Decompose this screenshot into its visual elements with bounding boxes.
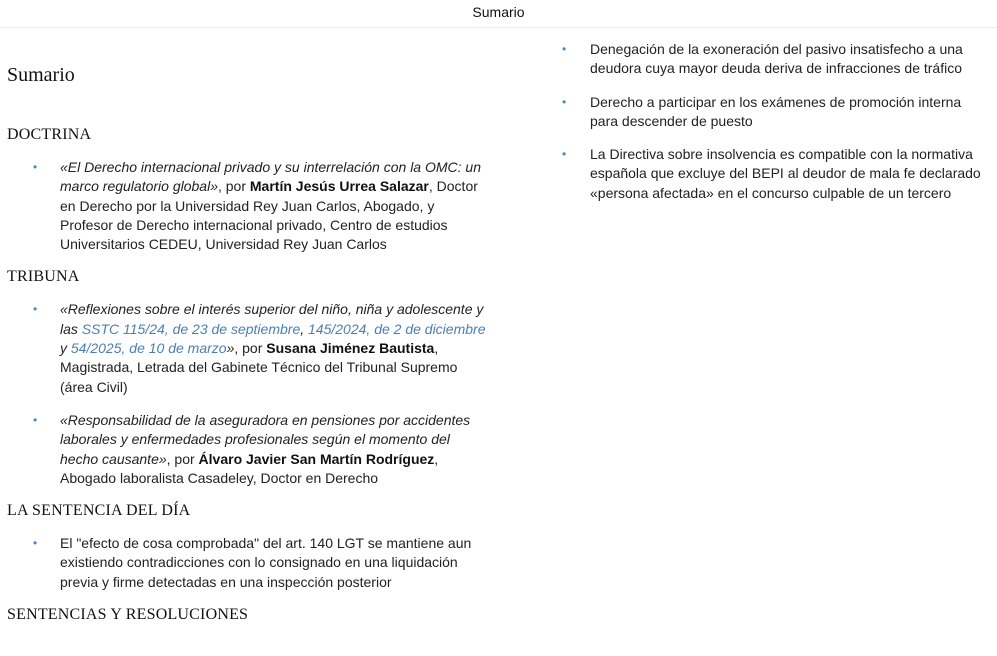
item-text: Denegación de la exoneración del pasivo insatisfecho a una deudora cuya mayor deuda deriva de infracciones de tráfico	[590, 41, 963, 77]
article-title: «El Derecho internacional privado y su interrelación con la OMC: un marco regulatorio global»	[60, 159, 481, 195]
summary-left-column	[7, 60, 487, 638]
article-title: «Responsabilidad de la aseguradora en pensiones por accidentes laborales y enfermedades profesionales según el momento del hecho causante»	[60, 411, 471, 467]
author-name: Martín Jesús Urrea Salazar	[249, 178, 429, 195]
sentencia-del-dia-list	[7, 534, 487, 592]
sstc-115-2024-link[interactable]: SSTC 115/24, de 23 de septiembre	[81, 320, 301, 337]
summary-right-column	[560, 40, 990, 217]
page-title: Sumario	[7, 64, 75, 86]
author-affiliation: , Magistrada, Letrada del Gabinete Técnico del Tribunal Supremo (área Civil)	[60, 340, 458, 395]
by-text: , por	[217, 178, 250, 195]
bullet-icon: •	[562, 42, 567, 56]
list-item[interactable]	[560, 145, 990, 203]
tribuna-list	[7, 300, 487, 488]
doctrina-list	[7, 158, 487, 254]
bullet-icon: •	[33, 160, 38, 174]
list-item[interactable]	[560, 93, 990, 132]
item-text: La Directiva sobre insolvencia es compatible con la normativa española que excluye del BEPI al deudor de mala fe declarado «persona afectada» en el concurso culpable de un tercero	[590, 146, 981, 201]
section-heading-sentencia-del-dia: LA SENTENCIA DEL DÍA	[7, 502, 191, 520]
author-name: Álvaro Javier San Martín Rodríguez	[198, 450, 435, 467]
author-affiliation: , Abogado laboralista Casadeley, Doctor en Derecho	[60, 450, 439, 486]
bullet-icon: •	[33, 536, 38, 551]
section-heading-tribuna: TRIBUNA	[7, 268, 80, 286]
bullet-icon: •	[562, 147, 567, 162]
list-item[interactable]	[7, 300, 487, 396]
list-item[interactable]	[7, 158, 487, 254]
section-heading-sentencias-y-resoluciones: SENTENCIAS Y RESOLUCIONES	[7, 606, 249, 624]
bullet-icon: •	[33, 412, 38, 427]
author-affiliation: , Doctor en Derecho por la Universidad Rey Juan Carlos, Abogado, y Profesor de Derecho internacional privado, Centro de estudios Universitarios CEDEU, Universidad Rey Juan Carlos	[60, 178, 478, 253]
author-name: Susana Jiménez Bautista	[266, 340, 435, 357]
sstc-54-2025-link[interactable]: 54/2025, de 10 de marzo	[70, 340, 227, 357]
article-title: «Reflexiones sobre el interés superior del niño, niña y adolescente y las SSTC 115/24, de 23 de septiembre, 145/2024, de 2 de diciembre y 54/2025, de 10 de marzo»	[60, 301, 486, 357]
list-item[interactable]	[560, 40, 990, 79]
sentencias-list	[560, 40, 990, 203]
item-text: Derecho a participar en los exámenes de promoción interna para descender de puesto	[590, 93, 962, 129]
list-item[interactable]	[7, 534, 487, 592]
top-bar-title: Sumario	[472, 4, 525, 20]
bullet-icon: •	[33, 302, 38, 317]
item-text: El "efecto de cosa comprobada" del art. 140 LGT se mantiene aun existiendo contradicciones con lo consignado en una liquidación previa y firme detectadas en una inspección posterior	[60, 535, 472, 590]
top-bar	[0, 0, 997, 28]
list-item[interactable]	[7, 411, 487, 488]
sstc-145-2024-link[interactable]: 145/2024, de 2 de diciembre	[308, 320, 486, 337]
by-text: , por	[166, 450, 199, 467]
bullet-icon: •	[562, 94, 567, 109]
by-text: , por	[234, 340, 267, 357]
section-heading-doctrina: DOCTRINA	[7, 126, 92, 143]
